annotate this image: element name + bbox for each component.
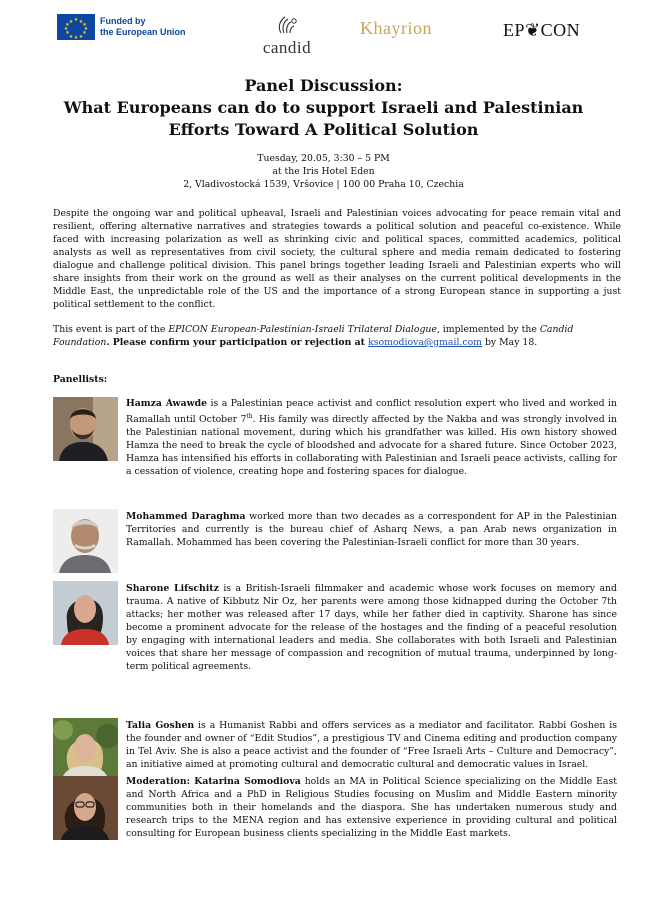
candid-logo [252,14,322,58]
panellist-name: Mohammed Daraghma [126,511,246,522]
panellists-heading: Panellists: [53,374,108,385]
panellist-name: Talia Goshen [126,720,195,731]
panellist-bio-text-cont: . His family was directly affected by the Nakba and was strongly involved in the Palestinian national movement, during which his grandfather was killed. His own history showed Hamza the need to break the cycle of bloodshed and advocate for a shared future. Since October 2023, Hamza has intensified his efforts in collaborating with Palestinian and Israeli peace activists, calling for a cessation of violence, creating hope and fostering spaces for dialogue. [126,414,617,478]
candid-wordmark: candid [262,38,312,57]
panellist-bio [126,775,617,840]
epicon-logo: EP❦CON [503,20,581,40]
panellist-bio [126,510,617,549]
title-line-3: Efforts Toward A Political Solution [168,120,479,139]
panellist-name: Moderation: Katarina Somodiova [126,776,301,787]
panellist-bio-text: is a British-Israeli filmmaker and academic whose work focuses on memory and trauma. A native of Kibbutz Nir Oz, her parents were among those kidnapped during the October 7th attacks; her mother was released after 17 days, while her father died in captivity. Sharone has since become a prominent advocate for the release of the hostages and the finding of a peaceful resolution by engaging with international leaders and media. She collaborates with both Israeli and Palestinian voices that share her message of compassion and recognition of mutual trauma, underpinned by long-term political agreements. [126,583,617,672]
epicon-dialogue-name: EPICON European-Palestinian-Israeli Trilateral Dialogue [168,324,437,335]
panellist-name: Sharone Lifschitz [126,583,219,594]
ordinal-suffix: th [246,413,253,420]
portrait-photo [53,718,118,782]
portrait-photo [53,397,118,461]
panellist-bio-text: is a Palestinian peace activist and conflict resolution expert who lived and worked in Ramallah until October 7 [126,398,617,426]
event-info [0,152,647,191]
eu-logo [57,14,186,40]
panellist-bio [126,397,617,478]
panellist-name: Hamza Awawde [126,398,208,409]
rsvp-deadline: by May 18. [482,337,538,348]
contact-email-link[interactable]: ksomodiova@gmail.com [368,337,483,348]
candid-foundation-name: Candid Foundation [53,324,574,348]
panellist-bio [126,582,617,673]
panellist-bio-text: holds an MA in Political Science specializing on the Middle East and North Africa and a PhD in Religious Studies focusing on Muslim and Middle Eastern minority communities both in their homelands and the diaspora. She has undertaken numerous study and research trips to the MENA region and has extensive experience in providing cultural and political consulting for European business clients specializing in the Middle East markets. [126,776,617,839]
portrait-photo [53,581,118,645]
panellist-bio-text: worked more than two decades as a correspondent for AP in the Palestinian Territories and currently is the bureau chief of Asharq News, a pan Arab news organization in Ramallah. Mohammed has been covering the Palestinian-Israeli conflict for more than 30 years. [126,511,617,548]
partner-text-1: This event is part of the [53,324,169,335]
eu-logo-line1: Funded by [100,16,146,26]
candid-emblem-icon [274,14,300,36]
event-address: 2, Vladivostocká 1539, Vršovice | 100 00 Praha 10, Czechia [183,179,464,190]
page-title [0,75,647,141]
eu-logo-line2: the European Union [100,27,186,37]
logo-bar [0,0,647,60]
event-venue: at the Iris Hotel Eden [272,166,375,177]
portrait-photo [53,509,118,573]
event-date: Tuesday, 20.05, 3:30 – 5 PM [257,153,390,164]
eu-flag-icon: ★ ★ ★ ★ ★ ★ ★ ★ ★ ★ ★ ★ [57,14,95,40]
rsvp-text: . Please confirm your participation or rejection at [106,337,369,348]
khayrion-logo: Khayrion [360,18,432,38]
portrait-photo [53,776,118,840]
intro-paragraph: Despite the ongoing war and political upheaval, Israeli and Palestinian voices advocating for peace remain vital and resilient, offering alternative narratives and strategies towards a political solution and peaceful co-existence. While faced with increasing polarization as well as shrinking civic and political spaces, committed academics, political analysts as well as representatives from civil society, the cultural sphere and media remain dedicated to fostering dialogue and challenge political division. This panel brings together leading Israeli and Palestinian experts who will share insights from their work on the ground as well as their analyses on the current political developments in the Middle East, the unpredictable role of the US and the importance of a strong European stance in supporting a just political settlement to the conflict. [53,208,621,310]
panellist-bio [126,719,617,771]
title-line-2: What Europeans can do to support Israeli and Palestinian [63,98,584,117]
panellist-bio-text: is a Humanist Rabbi and offers services as a mediator and facilitator. Rabbi Goshen is the founder and owner of “Edit Studios”, a prestigious TV and Cinema editing and production company in Tel Aviv. She is also a peace activist and the founder of “Free Israeli Arts – Culture and Democracy”, an initiative aimed at promoting cultural and democratic cultural and democratic values in Israel. [126,720,617,770]
title-line-1: Panel Discussion: [244,76,403,95]
partner-text-2: , implemented by the [436,324,540,335]
partner-paragraph [53,323,621,349]
